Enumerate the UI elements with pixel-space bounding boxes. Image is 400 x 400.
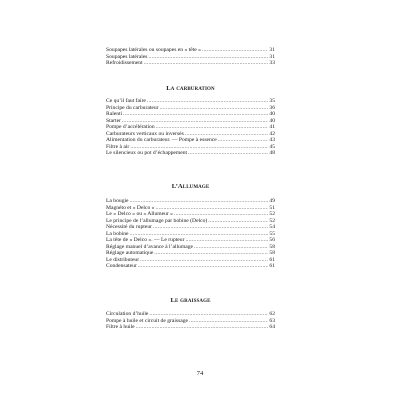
toc-entry-label: Ce qu’il faut faire (106, 98, 146, 104)
toc-entry-page: 58 (269, 243, 275, 250)
toc-entry-label: Condensateur (106, 263, 137, 269)
toc-entry-page: 33 (269, 60, 275, 66)
toc-entry-label: Réglage automatique (106, 250, 154, 256)
toc-entry-label: La bougie (106, 198, 129, 204)
toc-entry-page: 51 (269, 204, 275, 211)
toc-entry-label: Réglage manuel d’avance à l’allumage (106, 243, 193, 250)
toc-entry-page: 40 (269, 117, 275, 124)
toc-entry-label: Alimentation du carburateur. — Pompe à essence (106, 137, 217, 143)
toc-entry-label: Nécessité du rupteur (106, 224, 152, 230)
toc-entry-label: Carburateurs verticaux ou inversés (106, 130, 184, 137)
toc-entry-label: Le principe de l’allumage par bobine (Delco) (106, 217, 208, 224)
toc-entry-page: 56 (269, 237, 275, 243)
toc-entry-label: Le silencieux ou pot d’échappement (106, 150, 188, 156)
toc-entry-page: 31 (269, 47, 275, 53)
toc-entry-label: Soupapes latérales (106, 53, 148, 60)
toc-entry-page: 64 (269, 324, 275, 330)
toc-entry-page: 35 (269, 98, 275, 104)
toc-entry-label: Ralenti (106, 111, 123, 117)
toc-group-allumage (106, 198, 275, 270)
toc-entry-page: 61 (269, 256, 275, 263)
toc-entry-label: La bobine (106, 230, 129, 237)
toc-entry-page: 40 (269, 111, 275, 117)
toc-entry-label: Pompe à huile et circuit de graissage (106, 317, 189, 324)
toc-group-graissage (106, 311, 275, 331)
toc-entry (106, 60, 275, 67)
toc-entry-label: Le « Delco » ou « Allumeur » (106, 211, 173, 217)
section-heading-allumage: L’Allumage (171, 183, 210, 190)
section-heading-carburation: La carburation (166, 85, 215, 92)
toc-entry-page: 45 (269, 143, 275, 150)
toc-entry-label: Circulation d’huile (106, 311, 149, 317)
toc-entry-page: 54 (269, 224, 275, 230)
dot-leader (144, 60, 269, 67)
page-number: 74 (196, 370, 204, 377)
toc-group-moteur (106, 47, 275, 67)
dot-leader (136, 324, 269, 331)
toc-entry-page: 31 (269, 53, 275, 60)
toc-entry-page: 49 (269, 198, 275, 204)
toc-entry-page: 52 (269, 217, 275, 224)
dot-leader (188, 150, 268, 157)
toc-entry (106, 263, 275, 270)
toc-entry-label: Filtre à air (106, 143, 130, 150)
toc-entry-page: 63 (269, 317, 275, 324)
toc-entry-page: 58 (269, 250, 275, 256)
toc-entry-page: 62 (269, 311, 275, 317)
toc-group-carburation (106, 98, 275, 157)
toc-entry-page: 55 (269, 230, 275, 237)
toc-entry-label: Principe du carburateur (106, 104, 159, 111)
toc-entry-label: Refroidissement (106, 60, 143, 66)
toc-entry-label: La tête de « Delco ». — Le rupteur (106, 237, 185, 243)
toc-entry-page: 42 (269, 130, 275, 137)
toc-entry (106, 150, 275, 157)
toc-entry-label: Pompe d’accélération (106, 124, 155, 130)
toc-entry-label: Starter (106, 117, 121, 124)
toc-entry-page: 48 (269, 150, 275, 156)
dot-leader (138, 263, 269, 270)
toc-entry-page: 41 (269, 124, 275, 130)
toc-entry-page: 61 (269, 263, 275, 269)
toc-entry-label: Soupapes latérales ou soupapes en « tête » (106, 47, 201, 53)
toc-entry-label: Le distributeur (106, 256, 140, 263)
toc-entry-page: 52 (269, 211, 275, 217)
toc-entry-page: 43 (269, 137, 275, 143)
toc-entry-label: Filtre à huile (106, 324, 135, 330)
toc-entry (106, 324, 275, 331)
toc-entry-page: 36 (269, 104, 275, 111)
section-heading-graissage: Le graissage (170, 297, 211, 304)
toc-entry-label: Magnéto et « Delco » (106, 204, 155, 211)
